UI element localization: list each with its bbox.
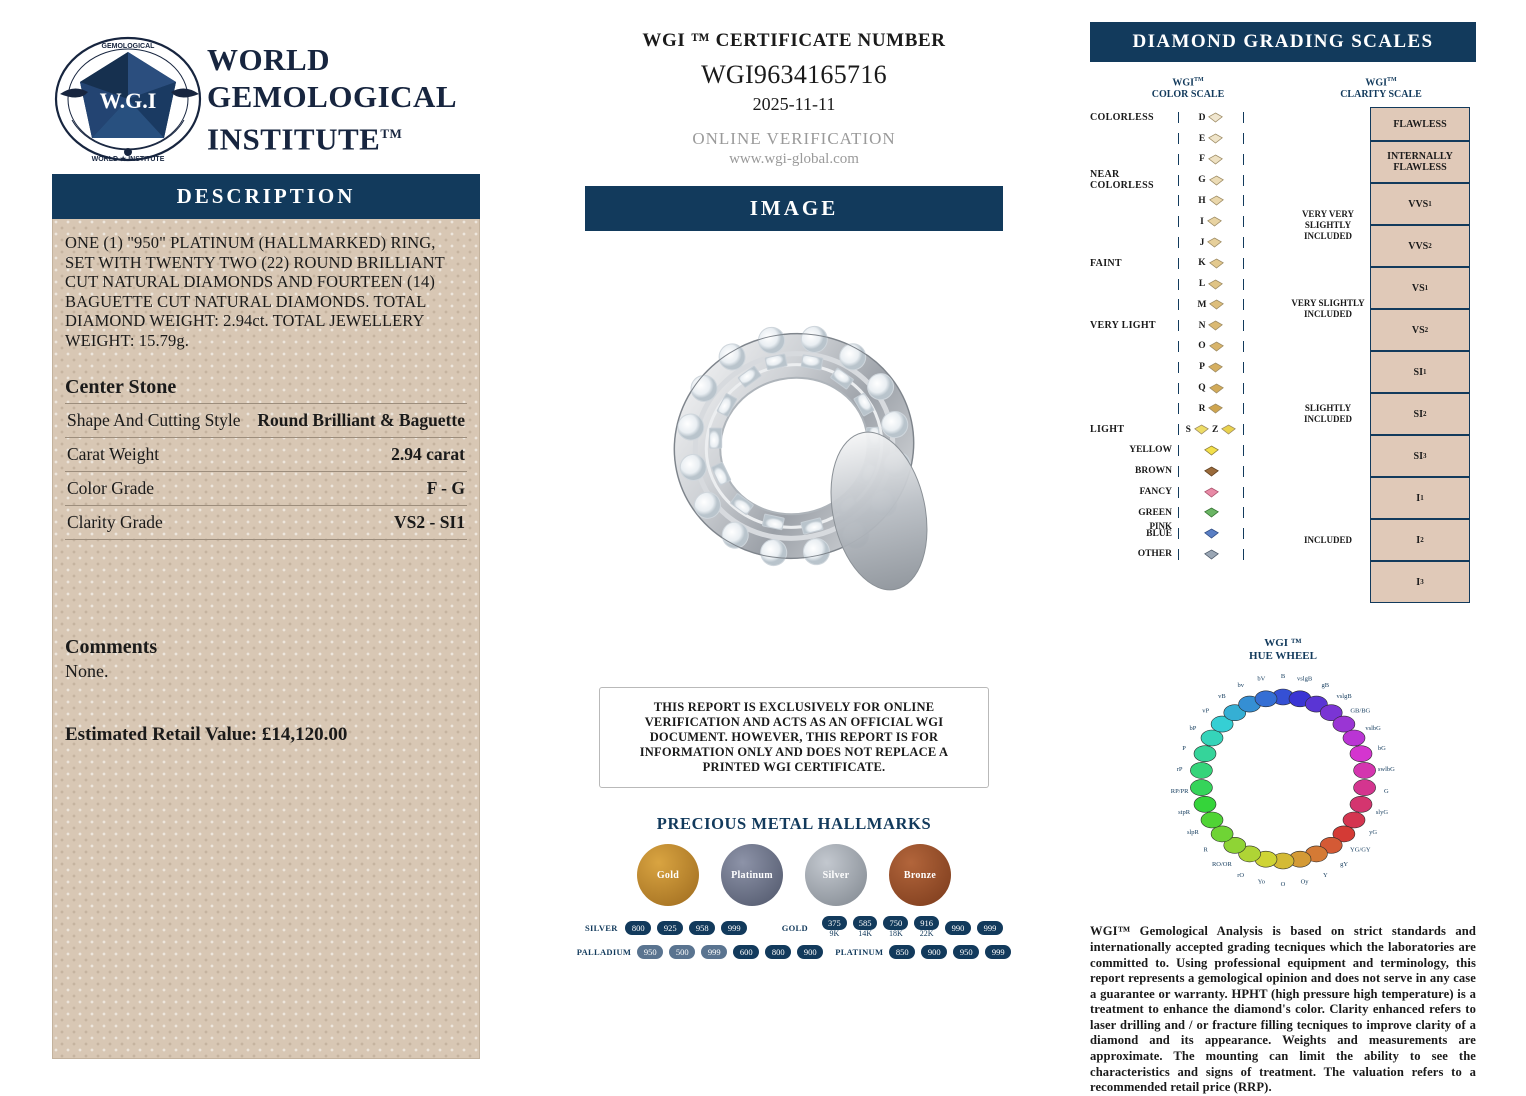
hue-swatch — [1190, 763, 1212, 779]
color-letter-cell — [1178, 154, 1244, 165]
online-verification-label: ONLINE VERIFICATION — [692, 129, 896, 148]
list-item — [1286, 107, 1476, 141]
disclaimer-text: WGI™ Gemological Analysis is based on strict standards and internationally accepted grading tecniques which the laboratories are committed to. Using professional equipment and terminology, this report represents a gemological opinion and does not serve in any case a guarantee or warranty. HPHT (high pressure high temperature) is a treatment to enhance the diamond's color. Clarity enhanced refers to laser drilling and / or fracture filling tecniques to improve clarity of a diamond and its appearance. Weights and measurements are approximate. The mounting can limit the ability to see the characteristics and signs of treatment. The valuation refers to a recommended retail price (RRP). — [1090, 924, 1476, 1095]
certificate-number: WGI9634165716 — [701, 60, 887, 89]
estimated-retail-value: Estimated Retail Value: £14,120.00 — [65, 724, 348, 745]
hue-swatch — [1343, 812, 1365, 828]
color-letter-j: J — [1199, 237, 1205, 248]
color-letter-cell — [1178, 216, 1244, 227]
color-letter-cell — [1178, 112, 1244, 123]
color-letter-cell — [1178, 133, 1244, 144]
table-row — [65, 404, 467, 438]
clarity-group-included: INCLUDED — [1303, 534, 1352, 545]
gem-icon — [1194, 424, 1209, 435]
hue-swatch — [1354, 780, 1376, 796]
brand-header — [52, 24, 480, 174]
fancy-gem-cell — [1178, 549, 1244, 560]
color-letter-cell — [1178, 237, 1244, 248]
color-letter-cell — [1178, 175, 1244, 186]
coin-bronze: Bronze — [889, 844, 951, 906]
list-item — [1090, 128, 1286, 149]
clarity-vvs2: VVS 2 — [1370, 225, 1470, 267]
hue-label: P — [1182, 745, 1186, 753]
fancy-color-brown: BROWN — [1135, 466, 1172, 477]
pill-silver-958: 958 — [689, 921, 715, 935]
brand-wordmark — [207, 41, 457, 157]
color-letter-e: E — [1198, 133, 1206, 144]
hue-label: yG — [1369, 829, 1378, 837]
table-row — [65, 472, 467, 506]
color-letter-o: O — [1198, 341, 1206, 352]
hue-label: G — [1384, 788, 1389, 796]
gem-icon — [1207, 216, 1222, 227]
wgi-logo-icon — [52, 34, 207, 164]
color-group-near-colorless: NEAR COLORLESS — [1090, 169, 1154, 192]
hue-label: vslgB — [1297, 675, 1313, 683]
gem-icon — [1209, 341, 1224, 352]
list-item — [1090, 253, 1286, 274]
pill-silver-925: 925 — [657, 921, 683, 935]
color-letter-cell — [1178, 320, 1244, 331]
image-band-title: IMAGE — [585, 186, 1003, 231]
hallmark-label-silver: SILVER — [585, 923, 618, 933]
coin-gold: Gold — [637, 844, 699, 906]
svg-text:WORLD ★ INSTITUTE: WORLD ★ INSTITUTE — [91, 156, 165, 163]
hue-swatch — [1211, 826, 1233, 842]
list-item — [1090, 149, 1286, 170]
comments-value: None. — [65, 661, 109, 681]
fancy-gem-cell — [1178, 507, 1244, 518]
clarity-scale-heading: WGI™ CLARITY SCALE — [1340, 77, 1422, 101]
brand-line-1: WORLD — [207, 41, 331, 77]
fancy-color-green: GREEN — [1138, 507, 1172, 518]
spec-value-color: F - G — [248, 472, 467, 506]
list-item — [1090, 461, 1286, 482]
hue-label: stpR — [1178, 809, 1191, 817]
color-letter-n: N — [1198, 320, 1206, 331]
hue-label: RP/PR — [1170, 788, 1189, 796]
grading-scales — [1090, 74, 1476, 603]
hue-label: slyG — [1375, 809, 1389, 817]
hue-label: gB — [1321, 682, 1330, 690]
gem-icon — [1204, 445, 1219, 456]
hue-swatch — [1255, 691, 1277, 707]
hue-label: R — [1203, 846, 1208, 854]
pill-gold-750: 750 18K — [883, 918, 908, 938]
color-letter-cell — [1178, 341, 1244, 352]
gem-icon — [1209, 299, 1224, 310]
table-row — [65, 506, 467, 540]
spec-label-clarity: Clarity Grade — [65, 506, 248, 540]
clarity-internally-flawless: INTERNALLY FLAWLESS — [1370, 141, 1470, 183]
color-group-faint: FAINT — [1090, 257, 1122, 269]
clarity-i3: I 3 — [1370, 561, 1470, 603]
list-item — [1090, 378, 1286, 399]
pill-gold-999: 999 — [977, 921, 1003, 935]
clarity-vs2: VS 2 — [1370, 309, 1470, 351]
list-item — [1090, 274, 1286, 295]
pill-gold-585: 585 14K — [853, 918, 878, 938]
pill-gold-375: 375 9K — [822, 918, 847, 938]
color-letter-h: H — [1198, 195, 1206, 206]
color-scale — [1090, 74, 1286, 603]
fancy-gem-cell — [1178, 528, 1244, 539]
hue-label: vslgB — [1336, 693, 1352, 701]
verification-url[interactable]: www.wgi-global.com — [729, 151, 859, 167]
brand-line-3: INSTITUTE™ — [207, 121, 403, 157]
fancy-gem-cell — [1178, 466, 1244, 477]
pill-pd-950: 950 — [637, 945, 663, 959]
hue-label: rP — [1176, 766, 1183, 774]
hue-label: slpR — [1186, 829, 1199, 837]
gem-icon — [1208, 279, 1223, 290]
gem-icon — [1208, 362, 1223, 373]
report-notice: THIS REPORT IS EXCLUSIVELY FOR ONLINE VERIFICATION AND ACTS AS AN OFFICIAL WGI DOCUMENT. HOWEVER, THIS REPORT IS FOR INFORMATION ONLY AND DOES NOT REPLACE A PRINTED WGI CERTIFICATE. — [599, 687, 989, 788]
hue-label: vP — [1202, 707, 1210, 715]
left-column — [52, 24, 480, 1059]
clarity-rows — [1286, 107, 1476, 603]
table-row — [65, 438, 467, 472]
hue-label: Oy — [1300, 879, 1309, 887]
list-item — [1090, 482, 1286, 503]
fancy-gem-cell — [1178, 487, 1244, 498]
pill-pt-850: 850 — [889, 945, 915, 959]
pill-gold-916: 916 22K — [914, 918, 939, 938]
hue-swatch — [1333, 716, 1355, 732]
hallmark-label-gold: GOLD — [781, 923, 808, 933]
hallmark-fineness-table — [576, 918, 1005, 959]
gem-icon — [1204, 487, 1219, 498]
fancy-color-pink: PINK — [1149, 520, 1172, 531]
clarity-group-vs: VERY SLIGHTLY INCLUDED — [1291, 298, 1365, 320]
pill-pd-900: 900 — [797, 945, 823, 959]
gem-icon — [1208, 403, 1223, 414]
clarity-i2: I 2 — [1370, 519, 1470, 561]
spec-value-shape: Round Brilliant & Baguette — [248, 404, 467, 438]
table-row — [576, 945, 1005, 959]
list-item — [1286, 141, 1476, 183]
color-group-very-light: VERY LIGHT — [1090, 320, 1156, 332]
gem-icon — [1204, 507, 1219, 518]
description-paragraph: ONE (1) "950" PLATINUM (HALLMARKED) RING, SET WITH TWENTY TWO (22) ROUND BRILLIANT CUT NATURAL DIAMONDS AND FOURTEEN (14) BAGUETTE CUT NATURAL DIAMONDS. TOTAL DIAMOND WEIGHT: 2.94ct. TOTAL JEWELLERY WEIGHT: 15.79g. — [65, 233, 445, 350]
gem-icon — [1209, 258, 1224, 269]
pill-silver-999: 999 — [721, 921, 747, 935]
color-letter-cell — [1178, 299, 1244, 310]
hue-swatch — [1201, 730, 1223, 746]
hue-label: gY — [1340, 861, 1349, 869]
gem-icon — [1204, 466, 1219, 477]
color-letter-cell — [1178, 279, 1244, 290]
hallmark-coins — [585, 844, 1003, 906]
clarity-group-si: SLIGHTLY INCLUDED — [1303, 403, 1352, 425]
clarity-group-vvs: VERY VERY SLIGHTLY INCLUDED — [1301, 208, 1355, 241]
clarity-flawless: FLAWLESS — [1370, 107, 1470, 141]
color-scale-rows — [1090, 107, 1286, 579]
gem-icon — [1208, 320, 1223, 331]
hue-wheel-diagram — [1090, 667, 1476, 902]
hue-label: swlbG — [1377, 766, 1395, 774]
hue-label: vslbG — [1365, 725, 1381, 733]
gem-icon — [1209, 175, 1224, 186]
hue-swatch — [1350, 746, 1372, 762]
list-item — [1090, 170, 1286, 191]
color-group-colorless: COLORLESS — [1090, 112, 1154, 124]
comments-title: Comments — [65, 636, 158, 658]
gem-icon — [1208, 133, 1223, 144]
hue-label: rO — [1237, 872, 1245, 880]
gem-icon — [1209, 383, 1224, 394]
color-letter-r: R — [1198, 403, 1206, 414]
color-letter-d: D — [1198, 112, 1206, 123]
gem-icon — [1204, 528, 1219, 539]
hue-label: YG/GY — [1350, 846, 1371, 854]
clarity-vs1: VS 1 — [1370, 267, 1470, 309]
hallmarks-title: PRECIOUS METAL HALLMARKS — [656, 814, 932, 833]
clarity-vvs1: VVS 1 — [1370, 183, 1470, 225]
spec-label-shape: Shape And Cutting Style — [65, 404, 248, 438]
brand-tm: TM — [380, 125, 403, 141]
color-letter-cell — [1178, 362, 1244, 373]
list-item — [1286, 477, 1476, 603]
color-letter-cell — [1178, 258, 1244, 269]
hue-swatch — [1350, 797, 1372, 813]
svg-text:GEMOLOGICAL: GEMOLOGICAL — [101, 43, 155, 50]
fancy-color-other: OTHER — [1137, 549, 1172, 560]
hue-wheel-title: WGI ™ HUE WHEEL — [1249, 637, 1317, 663]
center-column — [576, 30, 1005, 966]
hue-swatch — [1354, 763, 1376, 779]
right-column — [1090, 22, 1476, 1096]
list-item — [1090, 544, 1286, 565]
color-letter-k: K — [1198, 258, 1206, 269]
grading-band-title: DIAMOND GRADING SCALES — [1090, 22, 1476, 62]
list-item — [1090, 357, 1286, 378]
spec-label-color: Color Grade — [65, 472, 248, 506]
clarity-i1: I 1 — [1370, 477, 1470, 519]
list-item — [1090, 211, 1286, 232]
hue-label: bV — [1257, 675, 1266, 683]
color-letter-p: P — [1199, 362, 1205, 373]
color-letter-z: Z — [1211, 424, 1219, 435]
brand-line-2: GEMOLOGICAL — [207, 78, 458, 114]
pill-pd-600: 600 — [733, 945, 759, 959]
list-item — [1090, 191, 1286, 212]
fancy-color-blue: BLUE — [1146, 528, 1172, 539]
hue-swatch — [1190, 780, 1212, 796]
hallmark-label-platinum: PLATINUM — [835, 947, 884, 957]
hallmark-label-palladium: PALLADIUM — [576, 947, 632, 957]
description-panel — [52, 219, 480, 1059]
color-group-light: LIGHT — [1090, 424, 1125, 436]
coin-platinum: Platinum — [721, 844, 783, 906]
clarity-si3: SI 3 — [1370, 435, 1470, 477]
hue-swatch — [1343, 730, 1365, 746]
list-item — [1090, 398, 1286, 419]
color-letter-s: S — [1185, 424, 1191, 435]
center-stone-specs-table — [65, 403, 467, 540]
hue-label: Yo — [1257, 879, 1266, 887]
pill-pt-950: 950 — [953, 945, 979, 959]
clarity-si2: SI 2 — [1370, 393, 1470, 435]
color-letter-m: M — [1197, 299, 1207, 310]
hue-label: GB/BG — [1350, 707, 1371, 715]
table-row — [585, 918, 1003, 938]
hue-label: O — [1280, 881, 1286, 889]
color-letter-g: G — [1198, 175, 1206, 186]
coin-silver: Silver — [805, 844, 867, 906]
list-item — [1286, 183, 1476, 267]
hue-label: bG — [1377, 745, 1386, 753]
pill-silver-800: 800 — [625, 921, 651, 935]
color-letter-cell — [1178, 383, 1244, 394]
spec-value-carat: 2.94 carat — [248, 438, 467, 472]
certificate-title: WGI ™ CERTIFICATE NUMBER — [642, 30, 946, 51]
list-item — [1090, 419, 1286, 440]
hue-swatch — [1194, 797, 1216, 813]
list-item — [1090, 232, 1286, 253]
hue-label: bP — [1189, 725, 1197, 733]
color-letter-cell — [1178, 195, 1244, 206]
list-item — [1286, 267, 1476, 351]
color-letter-i: I — [1200, 216, 1204, 227]
pill-pd-800: 800 — [765, 945, 791, 959]
color-letter-f: F — [1199, 154, 1205, 165]
color-letter-l: L — [1198, 279, 1206, 290]
clarity-scale — [1286, 74, 1476, 603]
list-item — [1090, 295, 1286, 316]
color-letter-q: Q — [1198, 383, 1206, 394]
gem-icon — [1208, 154, 1223, 165]
description-band-title: DESCRIPTION — [52, 174, 480, 219]
list-item — [1090, 315, 1286, 336]
list-item — [1090, 107, 1286, 128]
pill-pt-999: 999 — [985, 945, 1011, 959]
gem-icon — [1221, 424, 1236, 435]
gem-icon — [1207, 237, 1222, 248]
color-letter-cell — [1178, 403, 1244, 414]
hue-label: B — [1280, 673, 1286, 681]
center-stone-title: Center Stone — [65, 376, 177, 398]
fancy-label-main: FANCY — [1139, 487, 1172, 498]
fancy-color-yellow: YELLOW — [1129, 445, 1172, 456]
hue-label: RO/OR — [1211, 861, 1232, 869]
certificate-date: 2025-11-11 — [752, 94, 836, 114]
list-item — [1090, 336, 1286, 357]
list-item — [1090, 440, 1286, 461]
clarity-si1: SI 1 — [1370, 351, 1470, 393]
pill-pd-999: 999 — [701, 945, 727, 959]
list-item — [1286, 351, 1476, 477]
pill-pt-900: 900 — [921, 945, 947, 959]
gem-icon — [1208, 112, 1223, 123]
pill-pd-500: 500 — [669, 945, 695, 959]
color-scale-heading: WGI™ COLOR SCALE — [1151, 77, 1225, 101]
ring-photo — [585, 231, 1003, 661]
hue-label: vB — [1218, 693, 1226, 701]
gem-icon — [1209, 195, 1224, 206]
gem-icon — [1204, 549, 1219, 560]
hue-label: bv — [1237, 682, 1244, 690]
spec-value-clarity: VS2 - SI1 — [248, 506, 467, 540]
pill-gold-990: 990 — [945, 921, 971, 935]
hue-label: Y — [1322, 872, 1328, 880]
color-letter-cell — [1178, 424, 1244, 435]
spec-label-carat: Carat Weight — [65, 438, 248, 472]
svg-text:W.G.I: W.G.I — [99, 88, 157, 113]
hue-swatch — [1194, 746, 1216, 762]
hue-swatch — [1201, 812, 1223, 828]
fancy-gem-cell — [1178, 445, 1244, 456]
